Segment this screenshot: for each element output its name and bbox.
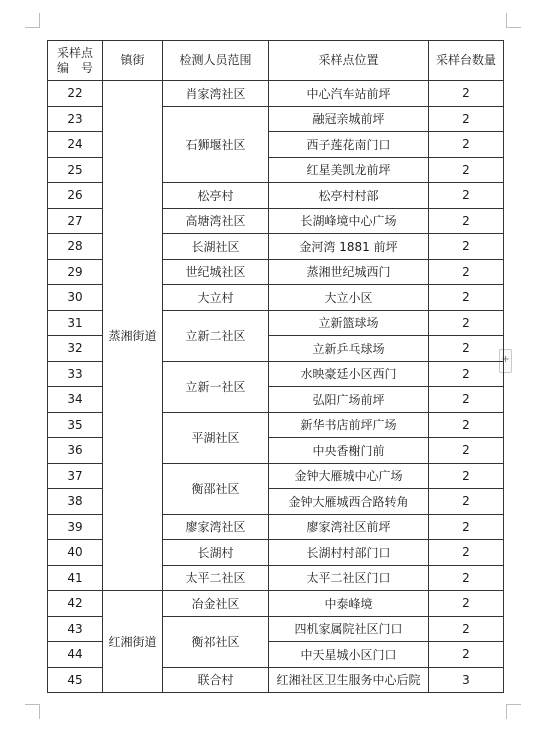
scope-cell: 太平二社区 xyxy=(163,565,269,591)
site-number: 41 xyxy=(48,565,103,591)
site-cell: 中天星城小区门口 xyxy=(269,642,429,668)
site-number: 40 xyxy=(48,540,103,566)
site-cell: 蒸湘世纪城西门 xyxy=(269,259,429,285)
scope-cell: 松亭村 xyxy=(163,183,269,209)
site-cell: 中泰峰境 xyxy=(269,591,429,617)
site-number: 34 xyxy=(48,387,103,413)
site-number: 22 xyxy=(48,81,103,107)
header-site-number xyxy=(48,41,103,81)
site-cell: 红湘社区卫生服务中心后院 xyxy=(269,667,429,693)
scope-cell: 高塘湾社区 xyxy=(163,208,269,234)
site-cell: 立新篮球场 xyxy=(269,310,429,336)
count-cell: 2 xyxy=(429,132,504,158)
header-number-line1: 采样点 xyxy=(56,45,93,60)
site-cell: 融冠亲城前坪 xyxy=(269,106,429,132)
header-count: 采样台数量 xyxy=(429,41,504,81)
count-cell: 2 xyxy=(429,616,504,642)
site-cell: 中央香榭门前 xyxy=(269,438,429,464)
site-cell: 新华书店前坪广场 xyxy=(269,412,429,438)
scope-cell: 长湖社区 xyxy=(163,234,269,260)
count-cell: 2 xyxy=(429,463,504,489)
count-cell: 2 xyxy=(429,157,504,183)
site-cell: 四机家属院社区门口 xyxy=(269,616,429,642)
count-cell: 2 xyxy=(429,310,504,336)
site-cell: 红星美凯龙前坪 xyxy=(269,157,429,183)
count-cell: 2 xyxy=(429,591,504,617)
scope-cell: 肖家湾社区 xyxy=(163,81,269,107)
site-cell: 中心汽车站前坪 xyxy=(269,81,429,107)
street-cell: 红湘街道 xyxy=(103,591,163,693)
site-cell: 金钟大雁城西合路转角 xyxy=(269,489,429,515)
site-number: 26 xyxy=(48,183,103,209)
page-corner-mark xyxy=(25,13,40,28)
scope-cell: 立新一社区 xyxy=(163,361,269,412)
count-cell: 2 xyxy=(429,642,504,668)
site-number: 43 xyxy=(48,616,103,642)
site-cell: 立新乒乓球场 xyxy=(269,336,429,362)
scope-cell: 石狮堰社区 xyxy=(163,106,269,183)
site-cell: 弘阳广场前坪 xyxy=(269,387,429,413)
site-cell: 金河湾 1881 前坪 xyxy=(269,234,429,260)
site-cell: 长湖峰境中心广场 xyxy=(269,208,429,234)
site-number: 24 xyxy=(48,132,103,158)
header-scope: 检测人员范围 xyxy=(163,41,269,81)
site-number: 23 xyxy=(48,106,103,132)
table-header-row xyxy=(48,41,504,81)
count-cell: 2 xyxy=(429,412,504,438)
count-cell: 2 xyxy=(429,336,504,362)
site-number: 38 xyxy=(48,489,103,515)
count-cell: 2 xyxy=(429,387,504,413)
count-cell: 2 xyxy=(429,183,504,209)
count-cell: 2 xyxy=(429,259,504,285)
count-cell: 2 xyxy=(429,208,504,234)
site-number: 29 xyxy=(48,259,103,285)
count-cell: 2 xyxy=(429,285,504,311)
site-cell: 水映豪廷小区西门 xyxy=(269,361,429,387)
count-cell: 2 xyxy=(429,106,504,132)
page-corner-mark xyxy=(506,704,521,719)
site-cell: 长湖村村部门口 xyxy=(269,540,429,566)
site-cell: 松亭村村部 xyxy=(269,183,429,209)
page-corner-mark xyxy=(25,704,40,719)
count-cell: 2 xyxy=(429,81,504,107)
sampling-site-table xyxy=(47,40,504,693)
count-cell: 2 xyxy=(429,565,504,591)
scope-cell: 衡祁社区 xyxy=(163,616,269,667)
count-cell: 2 xyxy=(429,514,504,540)
page-corner-mark xyxy=(506,13,521,28)
site-number: 27 xyxy=(48,208,103,234)
site-number: 28 xyxy=(48,234,103,260)
site-number: 25 xyxy=(48,157,103,183)
count-cell: 2 xyxy=(429,438,504,464)
scope-cell: 长湖村 xyxy=(163,540,269,566)
scope-cell: 廖家湾社区 xyxy=(163,514,269,540)
count-cell: 2 xyxy=(429,361,504,387)
site-cell: 金钟大雁城中心广场 xyxy=(269,463,429,489)
scope-cell: 世纪城社区 xyxy=(163,259,269,285)
site-number: 44 xyxy=(48,642,103,668)
header-site: 采样点位置 xyxy=(269,41,429,81)
site-number: 32 xyxy=(48,336,103,362)
scope-cell: 大立村 xyxy=(163,285,269,311)
header-street: 镇街 xyxy=(103,41,163,81)
scope-cell: 联合村 xyxy=(163,667,269,693)
table-row xyxy=(48,591,504,617)
table-row xyxy=(48,81,504,107)
count-cell: 2 xyxy=(429,234,504,260)
scope-cell: 平湖社区 xyxy=(163,412,269,463)
expand-plus-icon[interactable]: + xyxy=(499,349,512,373)
street-cell: 蒸湘街道 xyxy=(103,81,163,591)
site-cell: 廖家湾社区前坪 xyxy=(269,514,429,540)
scope-cell: 衡邵社区 xyxy=(163,463,269,514)
site-number: 39 xyxy=(48,514,103,540)
site-number: 35 xyxy=(48,412,103,438)
site-number: 37 xyxy=(48,463,103,489)
site-cell: 西子莲花南门口 xyxy=(269,132,429,158)
site-number: 31 xyxy=(48,310,103,336)
count-cell: 2 xyxy=(429,540,504,566)
site-cell: 太平二社区门口 xyxy=(269,565,429,591)
scope-cell: 冶金社区 xyxy=(163,591,269,617)
count-cell: 2 xyxy=(429,489,504,515)
header-number-line2: 编 号 xyxy=(56,60,93,75)
site-number: 33 xyxy=(48,361,103,387)
scope-cell: 立新二社区 xyxy=(163,310,269,361)
site-number: 45 xyxy=(48,667,103,693)
count-cell: 3 xyxy=(429,667,504,693)
site-number: 36 xyxy=(48,438,103,464)
site-number: 42 xyxy=(48,591,103,617)
site-number: 30 xyxy=(48,285,103,311)
site-cell: 大立小区 xyxy=(269,285,429,311)
